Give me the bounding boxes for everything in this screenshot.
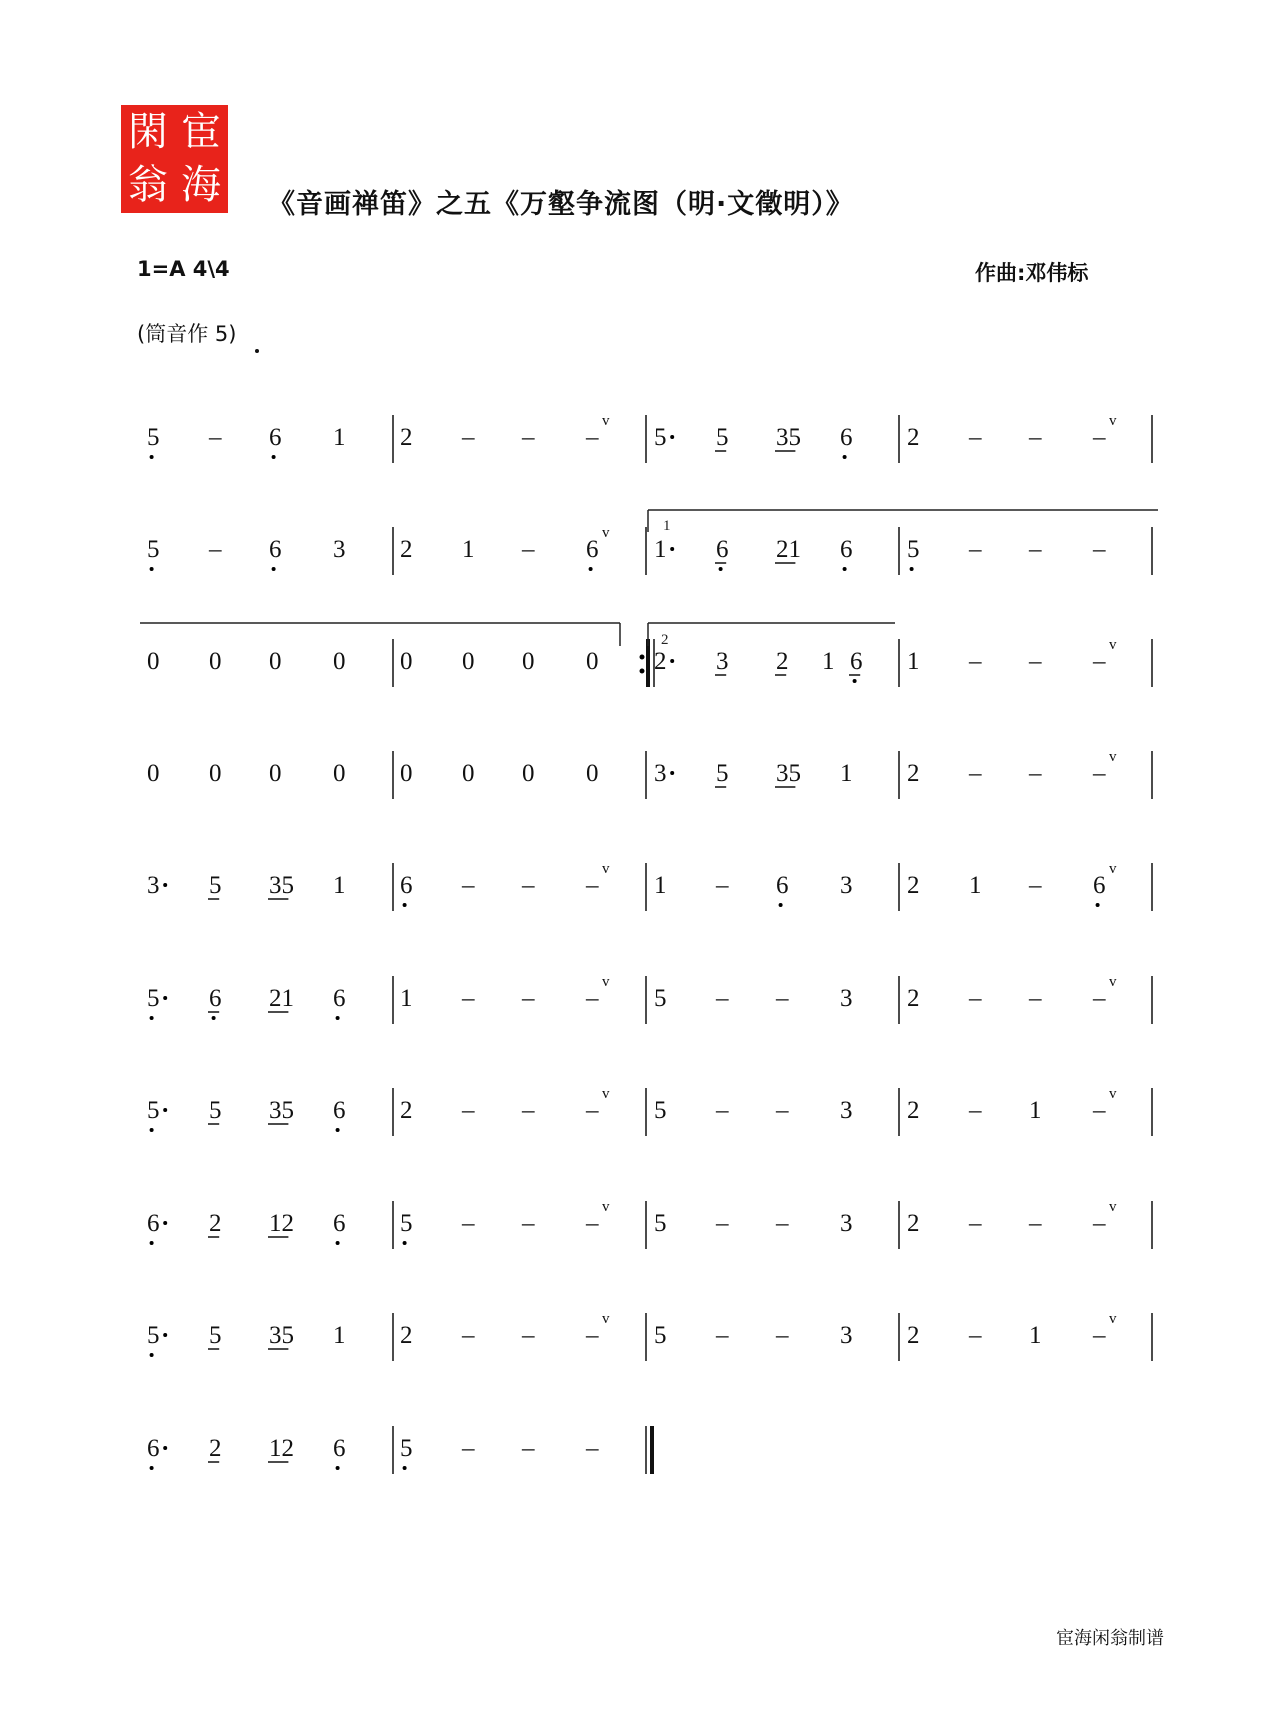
dash-mark: – [969, 648, 982, 675]
rest-note: 0 [586, 648, 599, 675]
note: 35 [776, 760, 801, 787]
dotted-note-dot [163, 1333, 167, 1337]
dash-mark: – [1093, 1322, 1106, 1349]
note: 2 [400, 536, 413, 563]
note: 6 [400, 872, 413, 899]
note: 1 [822, 648, 835, 675]
rest-note: 0 [269, 760, 282, 787]
note: 6 [716, 536, 729, 563]
note: 5 [716, 424, 729, 451]
dotted-note-dot [163, 883, 167, 887]
volta-1-number: 1 [663, 518, 671, 534]
note: 6 [209, 985, 222, 1012]
dash-mark: – [1029, 648, 1042, 675]
dash-mark: – [1029, 985, 1042, 1012]
note: 35 [269, 1097, 294, 1124]
breath-mark: v [1109, 1311, 1117, 1327]
breath-mark: v [1109, 749, 1117, 765]
dash-mark: – [776, 1210, 789, 1237]
dash-mark: – [1029, 536, 1042, 563]
dash-mark: – [969, 536, 982, 563]
dash-mark: – [1093, 1210, 1106, 1237]
volta-2-number: 2 [661, 632, 669, 648]
breath-mark: v [1109, 413, 1117, 429]
note: 5 [654, 1097, 667, 1124]
dash-mark: – [969, 1322, 982, 1349]
dash-mark: – [586, 1210, 599, 1237]
dash-mark: – [462, 1210, 475, 1237]
note: 3 [840, 985, 853, 1012]
low-octave-dot [1096, 903, 1100, 907]
low-octave-dot [403, 1241, 407, 1245]
note: 6 [333, 1097, 346, 1124]
repeat-dot [640, 655, 645, 660]
note: 5 [654, 424, 667, 451]
note: 1 [654, 536, 667, 563]
low-octave-dot [212, 1016, 216, 1020]
seal-char: 翁 [128, 162, 168, 208]
dash-mark: – [586, 1435, 599, 1462]
dash-mark: – [716, 872, 729, 899]
breath-mark: v [602, 413, 610, 429]
low-octave-dot [150, 455, 154, 459]
note: 6 [333, 985, 346, 1012]
note: 1 [1029, 1322, 1042, 1349]
rest-note: 0 [147, 760, 160, 787]
dotted-note-dot [670, 659, 674, 663]
note: 5 [147, 1097, 160, 1124]
dash-mark: – [209, 536, 222, 563]
note: 12 [269, 1435, 294, 1462]
note: 2 [400, 1097, 413, 1124]
note: 2 [776, 648, 789, 675]
note: 1 [333, 1322, 346, 1349]
score-markings [140, 510, 1158, 648]
note: 35 [269, 872, 294, 899]
rest-note: 0 [333, 648, 346, 675]
dash-mark: – [969, 760, 982, 787]
note: 3 [333, 536, 346, 563]
key-signature: 1=A 4\4 [137, 257, 230, 281]
dash-mark: – [209, 424, 222, 451]
breath-mark: v [602, 1086, 610, 1102]
rest-note: 0 [209, 760, 222, 787]
low-octave-dot [336, 1241, 340, 1245]
dash-mark: – [776, 1097, 789, 1124]
dash-mark: – [586, 872, 599, 899]
dash-mark: – [522, 1435, 535, 1462]
breath-mark: v [602, 1199, 610, 1215]
breath-mark: v [602, 525, 610, 541]
note: 3 [147, 872, 160, 899]
dash-mark: – [586, 1097, 599, 1124]
breath-mark: v [1109, 1086, 1117, 1102]
score-notes [147, 413, 1152, 1474]
dash-mark: – [522, 1210, 535, 1237]
dash-mark: – [969, 985, 982, 1012]
dash-mark: – [716, 1097, 729, 1124]
note: 3 [840, 1322, 853, 1349]
note: 6 [269, 424, 282, 451]
dash-mark: – [522, 872, 535, 899]
dash-mark: – [716, 1210, 729, 1237]
note: 5 [147, 536, 160, 563]
note: 6 [333, 1210, 346, 1237]
note: 6 [776, 872, 789, 899]
note: 2 [907, 872, 920, 899]
low-octave-dot [719, 567, 723, 571]
rest-note: 0 [147, 648, 160, 675]
rest-note: 0 [462, 760, 475, 787]
note: 5 [209, 1322, 222, 1349]
low-octave-dot [403, 1466, 407, 1470]
dash-mark: – [522, 1097, 535, 1124]
dash-mark: – [522, 424, 535, 451]
seal-char: 海 [181, 162, 221, 208]
dash-mark: – [1029, 760, 1042, 787]
dash-mark: – [522, 536, 535, 563]
low-octave-dot [403, 903, 407, 907]
note: 12 [269, 1210, 294, 1237]
low-octave-dot [150, 1353, 154, 1357]
low-octave-dot [853, 679, 857, 683]
note: 2 [907, 1322, 920, 1349]
low-octave-dot [910, 567, 914, 571]
rest-note: 0 [400, 760, 413, 787]
note: 2 [209, 1435, 222, 1462]
note: 1 [840, 760, 853, 787]
note: 5 [400, 1435, 413, 1462]
seal-char: 宦 [181, 109, 221, 155]
rest-note: 0 [400, 648, 413, 675]
dash-mark: – [776, 1322, 789, 1349]
note: 2 [907, 1097, 920, 1124]
dash-mark: – [776, 985, 789, 1012]
low-octave-dot [272, 567, 276, 571]
note: 1 [462, 536, 475, 563]
note: 6 [840, 424, 853, 451]
transcriber-credit: 宦海闲翁制谱 [1056, 1628, 1164, 1649]
composer: 作曲:邓伟标 [975, 261, 1089, 285]
note: 3 [840, 1210, 853, 1237]
low-octave-dot [150, 1128, 154, 1132]
dash-mark: – [522, 1322, 535, 1349]
dash-mark: – [1029, 872, 1042, 899]
note: 1 [333, 424, 346, 451]
note: 5 [147, 985, 160, 1012]
note: 2 [907, 1210, 920, 1237]
rest-note: 0 [209, 648, 222, 675]
note: 6 [1093, 872, 1106, 899]
low-octave-dot [150, 1466, 154, 1470]
dash-mark: – [1029, 1210, 1042, 1237]
low-octave-dot [589, 567, 593, 571]
dash-mark: – [462, 424, 475, 451]
dash-mark: – [586, 1322, 599, 1349]
dash-mark: – [462, 872, 475, 899]
dash-mark: – [1093, 424, 1106, 451]
breath-mark: v [1109, 1199, 1117, 1215]
note: 1 [333, 872, 346, 899]
dotted-note-dot [670, 547, 674, 551]
note: 35 [269, 1322, 294, 1349]
dash-mark: – [716, 1322, 729, 1349]
note: 3 [716, 648, 729, 675]
note: 5 [400, 1210, 413, 1237]
note: 5 [209, 872, 222, 899]
note: 6 [840, 536, 853, 563]
dash-mark: – [969, 424, 982, 451]
note: 3 [654, 760, 667, 787]
rest-note: 0 [269, 648, 282, 675]
dash-mark: – [969, 1097, 982, 1124]
dotted-note-dot [163, 996, 167, 1000]
dash-mark: – [462, 1435, 475, 1462]
note: 6 [269, 536, 282, 563]
rest-note: 0 [586, 760, 599, 787]
dash-mark: – [1093, 536, 1106, 563]
low-octave-dot [779, 903, 783, 907]
dash-mark: – [1093, 760, 1106, 787]
dotted-note-dot [163, 1108, 167, 1112]
note: 21 [269, 985, 294, 1012]
note: 1 [969, 872, 982, 899]
breath-mark: v [602, 861, 610, 877]
note: 5 [907, 536, 920, 563]
breath-mark: v [1109, 861, 1117, 877]
note: 2 [400, 1322, 413, 1349]
note: 6 [586, 536, 599, 563]
note: 21 [776, 536, 801, 563]
low-octave-dot [843, 567, 847, 571]
dash-mark: – [969, 1210, 982, 1237]
dotted-note-dot [670, 771, 674, 775]
dotted-note-dot [163, 1221, 167, 1225]
low-octave-dot [150, 567, 154, 571]
rest-note: 0 [522, 648, 535, 675]
note: 2 [209, 1210, 222, 1237]
dash-mark: – [1093, 648, 1106, 675]
page-title: 《音画禅笛》之五《万壑争流图（明·文徵明）》 [268, 189, 854, 220]
note: 2 [654, 648, 667, 675]
note: 1 [654, 872, 667, 899]
low-octave-dot [150, 1016, 154, 1020]
dash-mark: – [716, 985, 729, 1012]
note: 5 [654, 1210, 667, 1237]
note: 5 [716, 760, 729, 787]
note: 5 [147, 424, 160, 451]
tuning-note: (筒音作 5) [137, 322, 237, 346]
note: 1 [907, 648, 920, 675]
note: 6 [850, 648, 863, 675]
dash-mark: – [462, 985, 475, 1012]
dash-mark: – [462, 1322, 475, 1349]
note: 5 [147, 1322, 160, 1349]
note: 2 [907, 424, 920, 451]
note: 1 [1029, 1097, 1042, 1124]
rest-note: 0 [522, 760, 535, 787]
note: 3 [840, 1097, 853, 1124]
dash-mark: – [1093, 985, 1106, 1012]
repeat-dot [640, 669, 645, 674]
note: 2 [907, 760, 920, 787]
low-octave-dot [272, 455, 276, 459]
low-octave-dot [843, 455, 847, 459]
note: 6 [333, 1435, 346, 1462]
note: 5 [209, 1097, 222, 1124]
breath-mark: v [1109, 637, 1117, 653]
dash-mark: – [462, 1097, 475, 1124]
dash-mark: – [586, 424, 599, 451]
note: 6 [147, 1435, 160, 1462]
breath-mark: v [602, 974, 610, 990]
breath-mark: v [602, 1311, 610, 1327]
note: 6 [147, 1210, 160, 1237]
dotted-note-dot [163, 1446, 167, 1450]
rest-note: 0 [333, 760, 346, 787]
seal-char: 閑 [128, 109, 168, 155]
low-octave-dot [336, 1466, 340, 1470]
note: 3 [840, 872, 853, 899]
note: 2 [400, 424, 413, 451]
rest-note: 0 [462, 648, 475, 675]
dash-mark: – [1093, 1097, 1106, 1124]
dotted-note-dot [670, 435, 674, 439]
low-octave-dot [150, 1241, 154, 1245]
note: 5 [654, 1322, 667, 1349]
note: 2 [907, 985, 920, 1012]
low-octave-dot [336, 1128, 340, 1132]
breath-mark: v [1109, 974, 1117, 990]
dash-mark: – [1029, 424, 1042, 451]
note: 35 [776, 424, 801, 451]
note: 1 [400, 985, 413, 1012]
dash-mark: – [522, 985, 535, 1012]
low-octave-dot [336, 1016, 340, 1020]
note: 5 [654, 985, 667, 1012]
dash-mark: – [586, 985, 599, 1012]
